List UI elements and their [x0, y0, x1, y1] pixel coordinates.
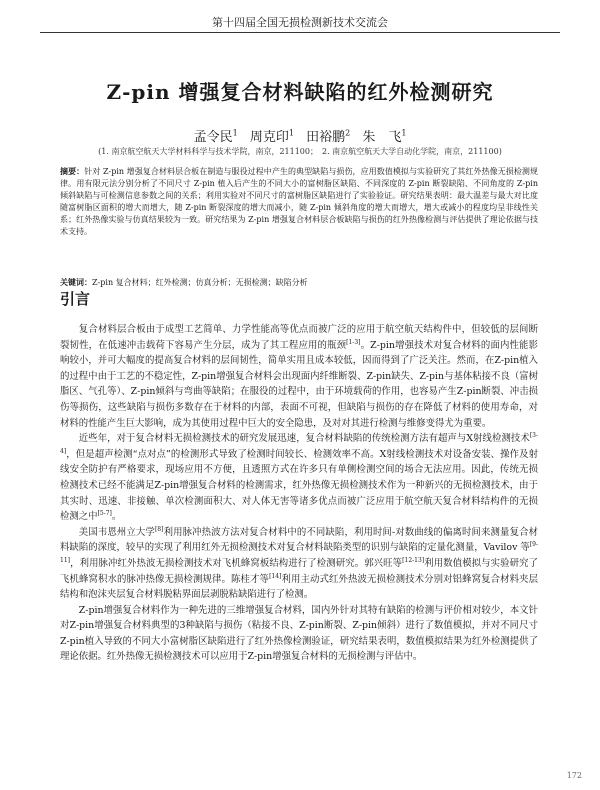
- paragraph: 美国韦恩州立大学[8]利用脉冲热波方法对复合材料中的不同缺陷，利用时间-对数曲线的偏离时间来测量复合材料缺陷的深度，较早的实现了利用红外无损检测技术对复合材料缺陷类型的识别与缺陷的定量化测量，Vavilov 等[9-11]，利用脉冲红外热波无损检测技术对飞机蜂窝板结构进行了检测研究。郭兴旺等[12-13]利用数值模拟与实验研究了飞机蜂窝积水的脉冲热像无损检测规律。陈桂才等[14]利用主动式红外热波无损检测技术分别对铝蜂窝复合材料夹层结构和泡沫夹层复合材料脱粘界面层剥脱粘缺陷进行了检测。: [60, 525, 538, 601]
- keywords-text: Z-pin 复合材料；红外检测；仿真分析；无损检测；缺陷分析: [92, 278, 308, 287]
- author-affiliation-mark: 1: [288, 128, 294, 138]
- author-affiliation-mark: 1: [401, 128, 407, 138]
- author-name: 朱 飞: [362, 130, 402, 145]
- abstract-text: 针对 Z-pin 增强复合材料层合板在制造与服役过程中产生的典型缺陷与损伤，应用数值模拟与实验研究了其红外热像无损检测规律。用有限元法分别分析了不同尺寸 Z-pin 植入后产生的不同大小的富树脂区缺陷、不同深度的 Z-pin 断裂缺陷、不同角度的 Z-pin 倾斜缺陷与可检测信息参数之间的关系；利用实验对不同尺寸的富树脂区缺陷进行了实验验证。研究结果表明：最大温差与最大对比度随富树脂区面积的增大而增大，随 Z-pin 断裂深度的增大而减小，随 Z-pin 倾斜角度的增大而增大，增大或减小的程度均呈非线性关系；红外热像实验与仿真结果较为一致。研究结果为 Z-pin 增强复合材料层合板缺陷与损伤的红外热像检测与评估提供了理论依据与技术支持。: [60, 167, 538, 236]
- author-name: 周克印: [249, 130, 289, 145]
- keywords: [60, 276, 538, 289]
- author-name: 田裕鹏: [306, 130, 346, 145]
- citation-mark: [5-7]: [97, 510, 112, 517]
- author-affiliation-mark: 1: [232, 128, 238, 138]
- section-heading: 引言: [60, 290, 91, 308]
- keywords-label: 关键词：: [60, 277, 92, 287]
- paper-title: Z-pin 增强复合材料缺陷的红外检测研究: [106, 80, 494, 104]
- author-affiliation-mark: 2: [345, 128, 351, 138]
- paragraph: 复合材料层合板由于成型工艺简单、力学性能高等优点而被广泛的应用于航空航天结构件中，但较低的层间断裂韧性，在低速冲击载荷下容易产生分层，成为了其工程应用的瓶颈[1-3]。Z-pin增强技术对复合材料的面内性能影响较小，并可大幅度的提高复合材料的层间韧性，简单实用且成本较低，因而得到了广泛关注。然而，在Z-pin植入的过程中由于工艺的不稳定性，Z-pin增强复合材料会出现面内纤维断裂、Z-pin缺失、Z-pin与基体粘接不良（富树脂区、气孔等）、Z-pin倾斜与弯曲等缺陷；在服役的过程中，由于环境载荷的作用，也容易产生Z-pin断裂、冲击损伤等损伤，这些缺陷与损伤多数存在于材料的内部，表面不可视，但缺陷与损伤的存在降低了材料的使用寿命，对材料的性能产生巨大影响，成为其使用过程中巨大的安全隐患，及对对其进行检测与维修变得尤为重要。: [60, 324, 538, 429]
- citation-mark: [8]: [154, 525, 164, 533]
- paragraph: Z-pin增强复合材料作为一种先进的三维增强复合材料，国内外针对其特有缺陷的检测与评价相对较少，本文针对Z-pin增强复合材料典型的3种缺陷与损伤（粘接不良、Z-pin断裂、Z-pin倾斜）进行了数值模拟，并对不同尺寸Z-pin植入导致的不同大小富树脂区缺陷进行了红外热像检测验证，研究结果表明，数值模拟结果为红外检测提供了理论依据。红外热像无损检测技术可以应用于Z-pin增强复合材料的无损检测与评估中。: [60, 604, 538, 663]
- abstract: [60, 165, 538, 238]
- citation-mark: [3-4]: [60, 432, 538, 455]
- citation-mark: [14]: [269, 572, 282, 580]
- author-list: [0, 126, 600, 145]
- citation-mark: [12-13]: [402, 556, 425, 564]
- abstract-label: 摘要：: [60, 166, 85, 176]
- citation-mark: [9-11]: [60, 541, 538, 564]
- citation-mark: [1-3]: [346, 338, 361, 346]
- paragraph: 近些年，对于复合材料无损检测技术的研究发展迅速，复合材料缺陷的传统检测方法有超声与X射线检测技术[3-4]，但是超声检测“点对点”的检测形式导致了检测时间较长、检测效率不高。X射线检测技术对设备安装、操作及射线安全防护有严格要求，现场应用不方便，且透照方式在许多只有单侧检测空间的场合无法应用。因此，传统无损检测技术已经不能满足Z-pin增强复合材料的检测需求，红外热像无损检测技术作为一种新兴的无损检测技术，由于其实时、迅速、非接触、单次检测面积大、对人体无害等诸多优点而被广泛应用于航空航天复合材料结构件的无损检测之中[5-7]。: [60, 432, 538, 523]
- affiliations: (1. 南京航空航天大学材料科学与技术学院，南京，211100； 2. 南京航空航天大学自动化学院，南京，211100): [98, 147, 502, 156]
- author-name: 孟令民: [193, 130, 233, 145]
- running-header: 第十四届全国无损检测新技术交流会: [212, 16, 388, 29]
- page-number: 172: [566, 771, 582, 780]
- header-divider: [40, 32, 560, 33]
- body-text: [60, 322, 538, 665]
